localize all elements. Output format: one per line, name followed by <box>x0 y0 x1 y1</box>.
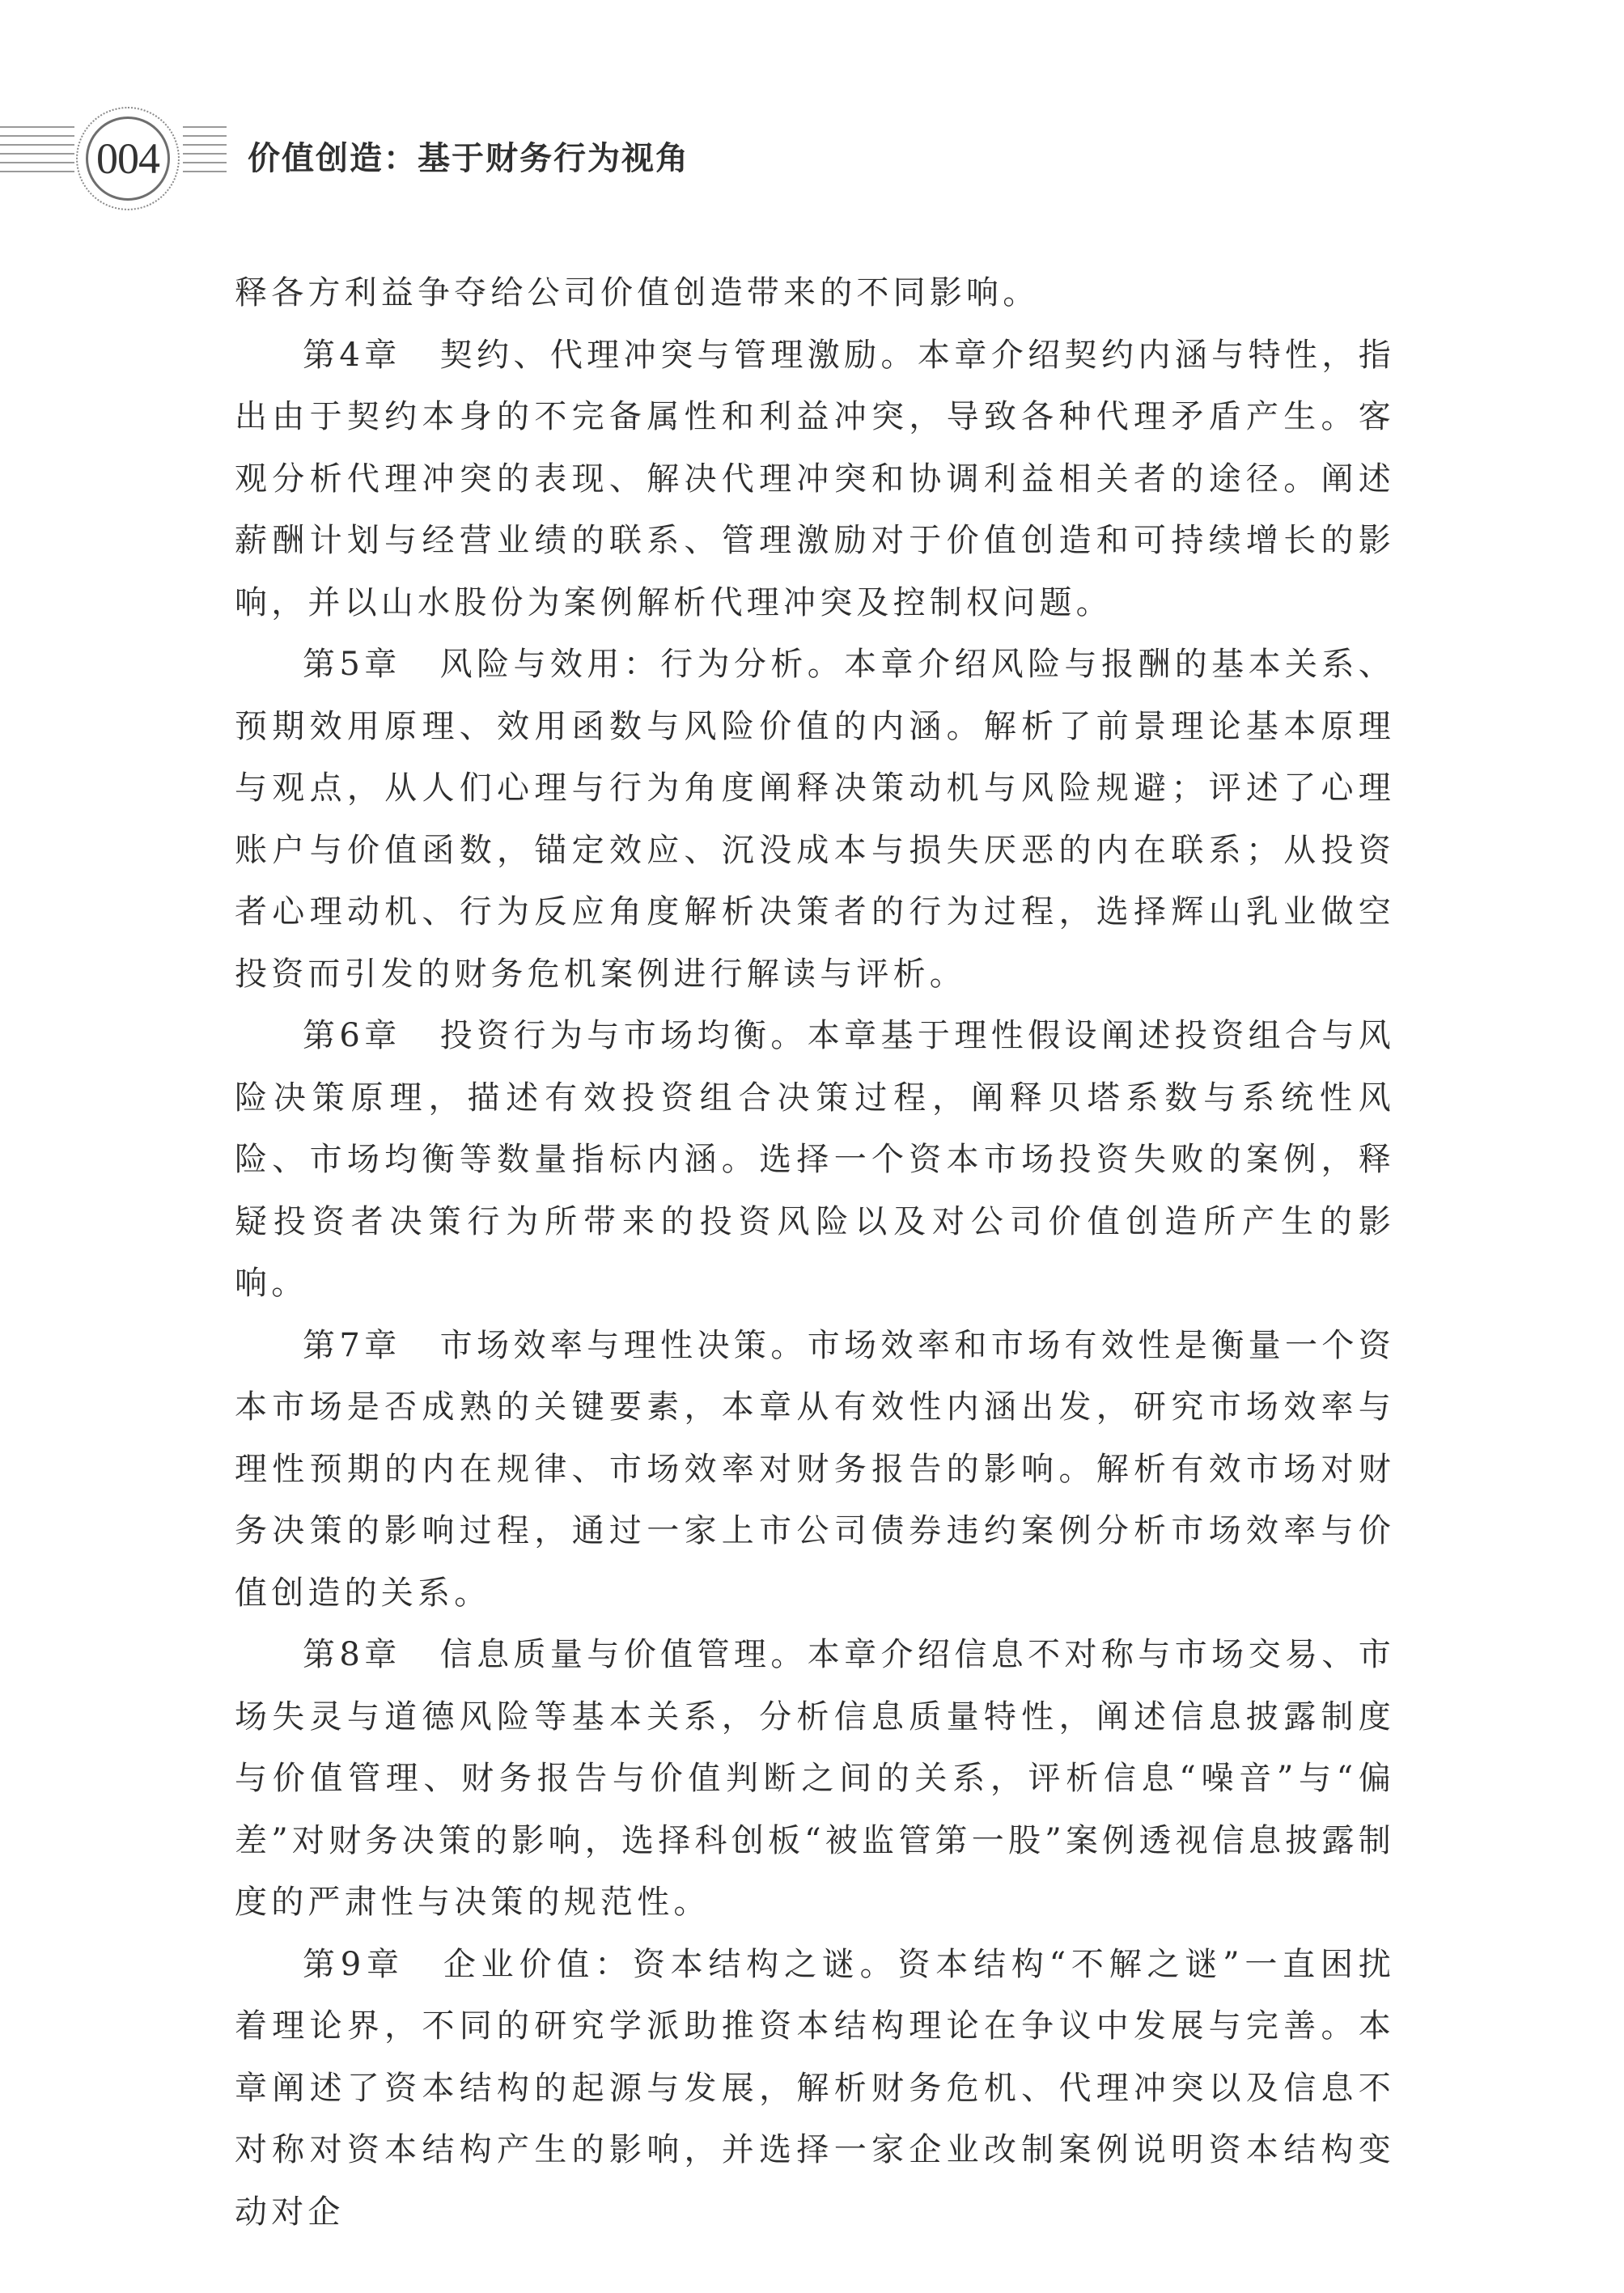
chapter-9-paragraph <box>235 1934 1395 2244</box>
chapter-summary: 风险与效用：行为分析。本章介绍风险与报酬的基本关系、预期效用原理、效用函数与风险价值的内涵。解析了前景理论基本原理与观点，从人们心理与行为角度阐释决策动机与风险规避；评述了心理账户与价值函数，锚定效应、沉没成本与损失厌恶的内在联系；从投资者心理动机、行为反应角度解析决策者的行为过程，选择辉山乳业做空投资而引发的财务危机案例进行解读与评析。 <box>235 646 1395 993</box>
chapter-label: 第9章 <box>303 1945 405 1983</box>
chapter-label: 第6章 <box>303 1017 401 1054</box>
page-number: 004 <box>96 134 159 183</box>
chapter-label: 第4章 <box>303 336 401 374</box>
chapter-summary: 信息质量与价值管理。本章介绍信息不对称与市场交易、市场失灵与道德风险等基本关系，分析信息质量特性，阐述信息披露制度与价值管理、财务报告与价值判断之间的关系，评析信息“噪音”与“偏差”对财务决策的影响，选择科创板“被监管第一股”案例透视信息披露制度的严肃性与决策的规范性。 <box>235 1636 1395 1921</box>
chapter-summary: 投资行为与市场均衡。本章基于理性假设阐述投资组合与风险决策原理，描述有效投资组合决策过程，阐释贝塔系数与系统性风险、市场均衡等数量指标内涵。选择一个资本市场投资失败的案例，释疑投资者决策行为所带来的投资风险以及对公司价值创造所产生的影响。 <box>235 1017 1395 1302</box>
chapter-label: 第7章 <box>303 1326 401 1364</box>
continuation-paragraph: 释各方利益争夺给公司价值创造带来的不同影响。 <box>235 274 1040 312</box>
header-rule-right <box>183 126 227 191</box>
chapter-8-paragraph <box>235 1624 1395 1934</box>
chapter-label: 第8章 <box>303 1636 401 1673</box>
header-rule-left <box>0 126 74 191</box>
running-header <box>0 97 1624 227</box>
chapter-6-paragraph <box>235 1005 1395 1315</box>
page-number-badge <box>76 107 180 210</box>
chapter-summary: 契约、代理冲突与管理激励。本章介绍契约内涵与特性，指出由于契约本身的不完备属性和利益冲突，导致各种代理矛盾产生。客观分析代理冲突的表现、解决代理冲突和协调利益相关者的途径。阐述薪酬计划与经营业绩的联系、管理激励对于价值创造和可持续增长的影响，并以山水股份为案例解析代理冲突及控制权问题。 <box>235 336 1395 621</box>
chapter-4-paragraph <box>235 324 1395 634</box>
running-title: 价值创造：基于财务行为视角 <box>248 140 689 177</box>
body-text <box>235 262 1395 2243</box>
chapter-summary: 市场效率与理性决策。市场效率和市场有效性是衡量一个资本市场是否成熟的关键要素，本章从有效性内涵出发，研究市场效率与理性预期的内在规律、市场效率对财务报告的影响。解析有效市场对财务决策的影响过程，通过一家上市公司债券违约案例分析市场效率与价值创造的关系。 <box>235 1326 1395 1612</box>
chapter-5-paragraph <box>235 634 1395 1005</box>
chapter-label: 第5章 <box>303 646 401 683</box>
chapter-7-paragraph <box>235 1315 1395 1625</box>
chapter-summary: 企业价值：资本结构之谜。资本结构“不解之谜”一直困扰着理论界，不同的研究学派助推资本结构理论在争议中发展与完善。本章阐述了资本结构的起源与发展，解析财务危机、代理冲突以及信息不对称对资本结构产生的影响，并选择一家企业改制案例说明资本结构变动对企 <box>235 1945 1395 2231</box>
